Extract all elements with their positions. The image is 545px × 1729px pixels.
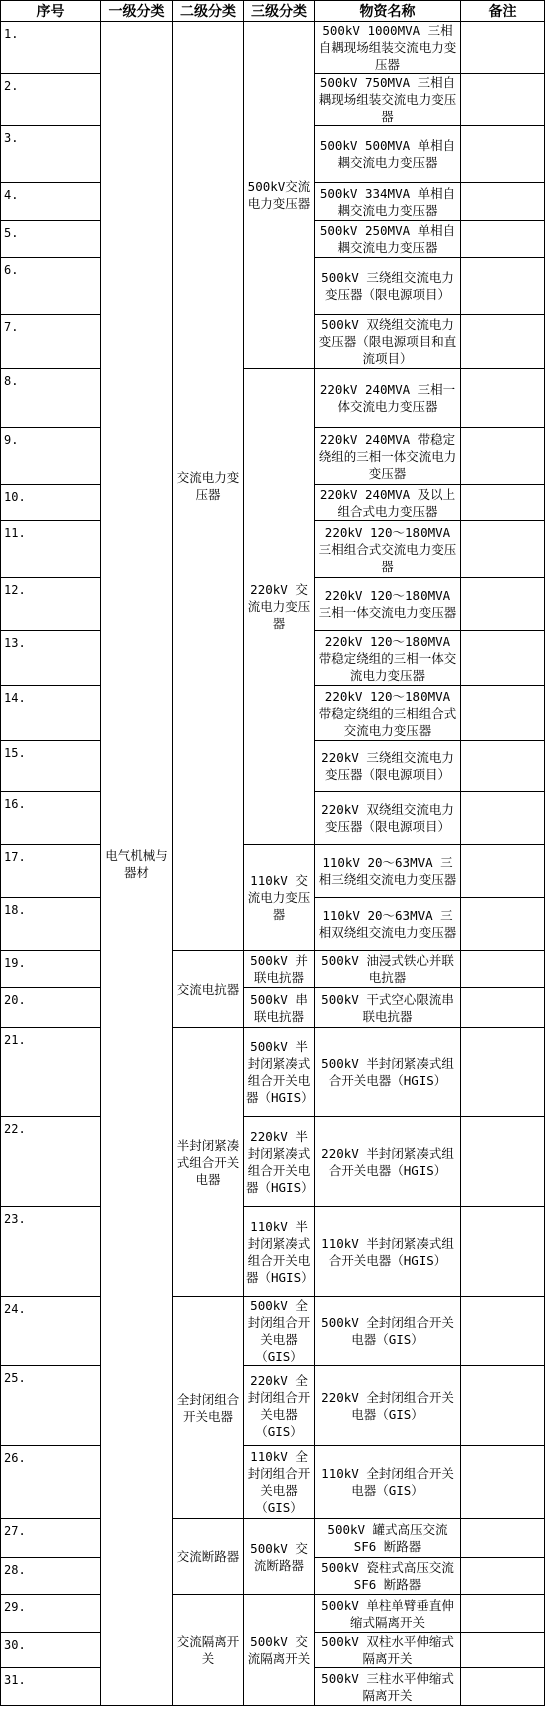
item-name: 220kV 240MVA 带稳定绕组的三相一体交流电力变压器 [315, 428, 461, 485]
table-row [1, 369, 545, 428]
table-row [1, 1028, 545, 1117]
header-row [1, 1, 545, 22]
table-row [1, 988, 545, 1028]
item-name: 500kV 250MVA 单相自耦交流电力变压器 [315, 221, 461, 258]
note-cell [461, 1366, 545, 1446]
note-cell [461, 631, 545, 686]
level3-cell: 500kV 半封闭紧凑式组合开关电器（HGIS） [244, 1028, 315, 1117]
row-number: 3. [1, 126, 101, 183]
header-level2: 二级分类 [173, 1, 244, 22]
note-cell [461, 1595, 545, 1633]
row-number: 30. [1, 1633, 101, 1668]
item-name: 220kV 三绕组交流电力变压器（限电源项目） [315, 741, 461, 792]
note-cell [461, 22, 545, 74]
note-cell [461, 1207, 545, 1297]
note-cell [461, 315, 545, 369]
table-row [1, 1595, 545, 1633]
header-note: 备注 [461, 1, 545, 22]
row-number: 12. [1, 578, 101, 631]
level2-cell: 交流断路器 [173, 1519, 244, 1595]
row-number: 25. [1, 1366, 101, 1446]
row-number: 16. [1, 792, 101, 845]
note-cell [461, 1519, 545, 1558]
table-row [1, 951, 545, 988]
item-name: 220kV 双绕组交流电力变压器（限电源项目） [315, 792, 461, 845]
item-name: 220kV 半封闭紧凑式组合开关电器（HGIS） [315, 1117, 461, 1207]
level2-cell: 半封闭紧凑式组合开关电器 [173, 1028, 244, 1297]
note-cell [461, 1558, 545, 1595]
row-number: 6. [1, 258, 101, 315]
note-cell [461, 1028, 545, 1117]
item-name: 500kV 三绕组交流电力变压器（限电源项目） [315, 258, 461, 315]
level2-cell: 全封闭组合开关电器 [173, 1297, 244, 1519]
table-row [1, 1117, 545, 1207]
row-number: 27. [1, 1519, 101, 1558]
item-name: 110kV 全封闭组合开关电器（GIS） [315, 1446, 461, 1519]
row-number: 7. [1, 315, 101, 369]
level2-cell: 交流电抗器 [173, 951, 244, 1028]
note-cell [461, 1446, 545, 1519]
item-name: 220kV 240MVA 三相一体交流电力变压器 [315, 369, 461, 428]
level1-cell: 电气机械与器材 [101, 22, 173, 1706]
row-number: 28. [1, 1558, 101, 1595]
item-name: 500kV 干式空心限流串联电抗器 [315, 988, 461, 1028]
table-row [1, 1207, 545, 1297]
note-cell [461, 1668, 545, 1706]
row-number: 29. [1, 1595, 101, 1633]
level3-cell: 110kV 半封闭紧凑式组合开关电器（HGIS） [244, 1207, 315, 1297]
row-number: 26. [1, 1446, 101, 1519]
note-cell [461, 183, 545, 221]
note-cell [461, 951, 545, 988]
note-cell [461, 1633, 545, 1668]
level3-cell: 500kV交流电力变压器 [244, 22, 315, 369]
item-name: 500kV 全封闭组合开关电器（GIS） [315, 1297, 461, 1366]
item-name: 110kV 20～63MVA 三相双绕组交流电力变压器 [315, 898, 461, 951]
item-name: 500kV 双绕组交流电力变压器（限电源项目和直流项目） [315, 315, 461, 369]
row-number: 2. [1, 74, 101, 126]
table-row [1, 1446, 545, 1519]
note-cell [461, 126, 545, 183]
table-row [1, 22, 545, 74]
row-number: 1. [1, 22, 101, 74]
note-cell [461, 521, 545, 578]
item-name: 110kV 20～63MVA 三相三绕组交流电力变压器 [315, 845, 461, 898]
header-level1: 一级分类 [101, 1, 173, 22]
note-cell [461, 1297, 545, 1366]
note-cell [461, 485, 545, 521]
item-name: 500kV 半封闭紧凑式组合开关电器（HGIS） [315, 1028, 461, 1117]
item-name: 500kV 瓷柱式高压交流 SF6 断路器 [315, 1558, 461, 1595]
note-cell [461, 898, 545, 951]
header-name: 物资名称 [315, 1, 461, 22]
level3-cell: 110kV 全封闭组合开关电器（GIS） [244, 1446, 315, 1519]
row-number: 10. [1, 485, 101, 521]
row-number: 15. [1, 741, 101, 792]
row-number: 21. [1, 1028, 101, 1117]
level3-cell: 500kV 串联电抗器 [244, 988, 315, 1028]
item-name: 500kV 三柱水平伸缩式隔离开关 [315, 1668, 461, 1706]
note-cell [461, 428, 545, 485]
row-number: 14. [1, 686, 101, 741]
row-number: 19. [1, 951, 101, 988]
note-cell [461, 845, 545, 898]
table-row [1, 1366, 545, 1446]
note-cell [461, 792, 545, 845]
level3-cell: 220kV 全封闭组合开关电器（GIS） [244, 1366, 315, 1446]
table-row [1, 1519, 545, 1558]
row-number: 9. [1, 428, 101, 485]
note-cell [461, 741, 545, 792]
level3-cell: 220kV 交流电力变压器 [244, 369, 315, 845]
row-number: 17. [1, 845, 101, 898]
level2-cell: 交流隔离开关 [173, 1595, 244, 1706]
level3-cell: 500kV 全封闭组合开关电器（GIS） [244, 1297, 315, 1366]
level2-cell: 交流电力变压器 [173, 22, 244, 951]
note-cell [461, 369, 545, 428]
row-number: 8. [1, 369, 101, 428]
item-name: 500kV 罐式高压交流SF6 断路器 [315, 1519, 461, 1558]
table-row [1, 845, 545, 898]
note-cell [461, 1117, 545, 1207]
item-name: 500kV 334MVA 单相自耦交流电力变压器 [315, 183, 461, 221]
row-number: 31. [1, 1668, 101, 1706]
note-cell [461, 578, 545, 631]
row-number: 4. [1, 183, 101, 221]
level3-cell: 500kV 交流隔离开关 [244, 1595, 315, 1706]
item-name: 220kV 全封闭组合开关电器（GIS） [315, 1366, 461, 1446]
row-number: 11. [1, 521, 101, 578]
note-cell [461, 988, 545, 1028]
item-name: 500kV 750MVA 三相自耦现场组装交流电力变压器 [315, 74, 461, 126]
level3-cell: 110kV 交流电力变压器 [244, 845, 315, 951]
item-name: 500kV 双柱水平伸缩式隔离开关 [315, 1633, 461, 1668]
header-no: 序号 [1, 1, 101, 22]
item-name: 110kV 半封闭紧凑式组合开关电器（HGIS） [315, 1207, 461, 1297]
table-row [1, 1297, 545, 1366]
row-number: 24. [1, 1297, 101, 1366]
item-name: 500kV 油浸式铁心并联电抗器 [315, 951, 461, 988]
item-name: 220kV 240MVA 及以上组合式电力变压器 [315, 485, 461, 521]
row-number: 13. [1, 631, 101, 686]
note-cell [461, 74, 545, 126]
header-level3: 三级分类 [244, 1, 315, 22]
row-number: 23. [1, 1207, 101, 1297]
item-name: 220kV 120～180MVA 带稳定绕组的三相组合式交流电力变压器 [315, 686, 461, 741]
item-name: 500kV 500MVA 单相自耦交流电力变压器 [315, 126, 461, 183]
row-number: 20. [1, 988, 101, 1028]
level3-cell: 500kV 并联电抗器 [244, 951, 315, 988]
row-number: 18. [1, 898, 101, 951]
note-cell [461, 258, 545, 315]
item-name: 220kV 120～180MVA 带稳定绕组的三相一体交流电力变压器 [315, 631, 461, 686]
note-cell [461, 686, 545, 741]
item-name: 220kV 120～180MVA 三相一体交流电力变压器 [315, 578, 461, 631]
item-name: 500kV 单柱单臂垂直伸缩式隔离开关 [315, 1595, 461, 1633]
row-number: 22. [1, 1117, 101, 1207]
row-number: 5. [1, 221, 101, 258]
note-cell [461, 221, 545, 258]
level3-cell: 500kV 交流断路器 [244, 1519, 315, 1595]
item-name: 220kV 120～180MVA 三相组合式交流电力变压器 [315, 521, 461, 578]
level3-cell: 220kV 半封闭紧凑式组合开关电器（HGIS） [244, 1117, 315, 1207]
item-name: 500kV 1000MVA 三相自耦现场组装交流电力变压器 [315, 22, 461, 74]
